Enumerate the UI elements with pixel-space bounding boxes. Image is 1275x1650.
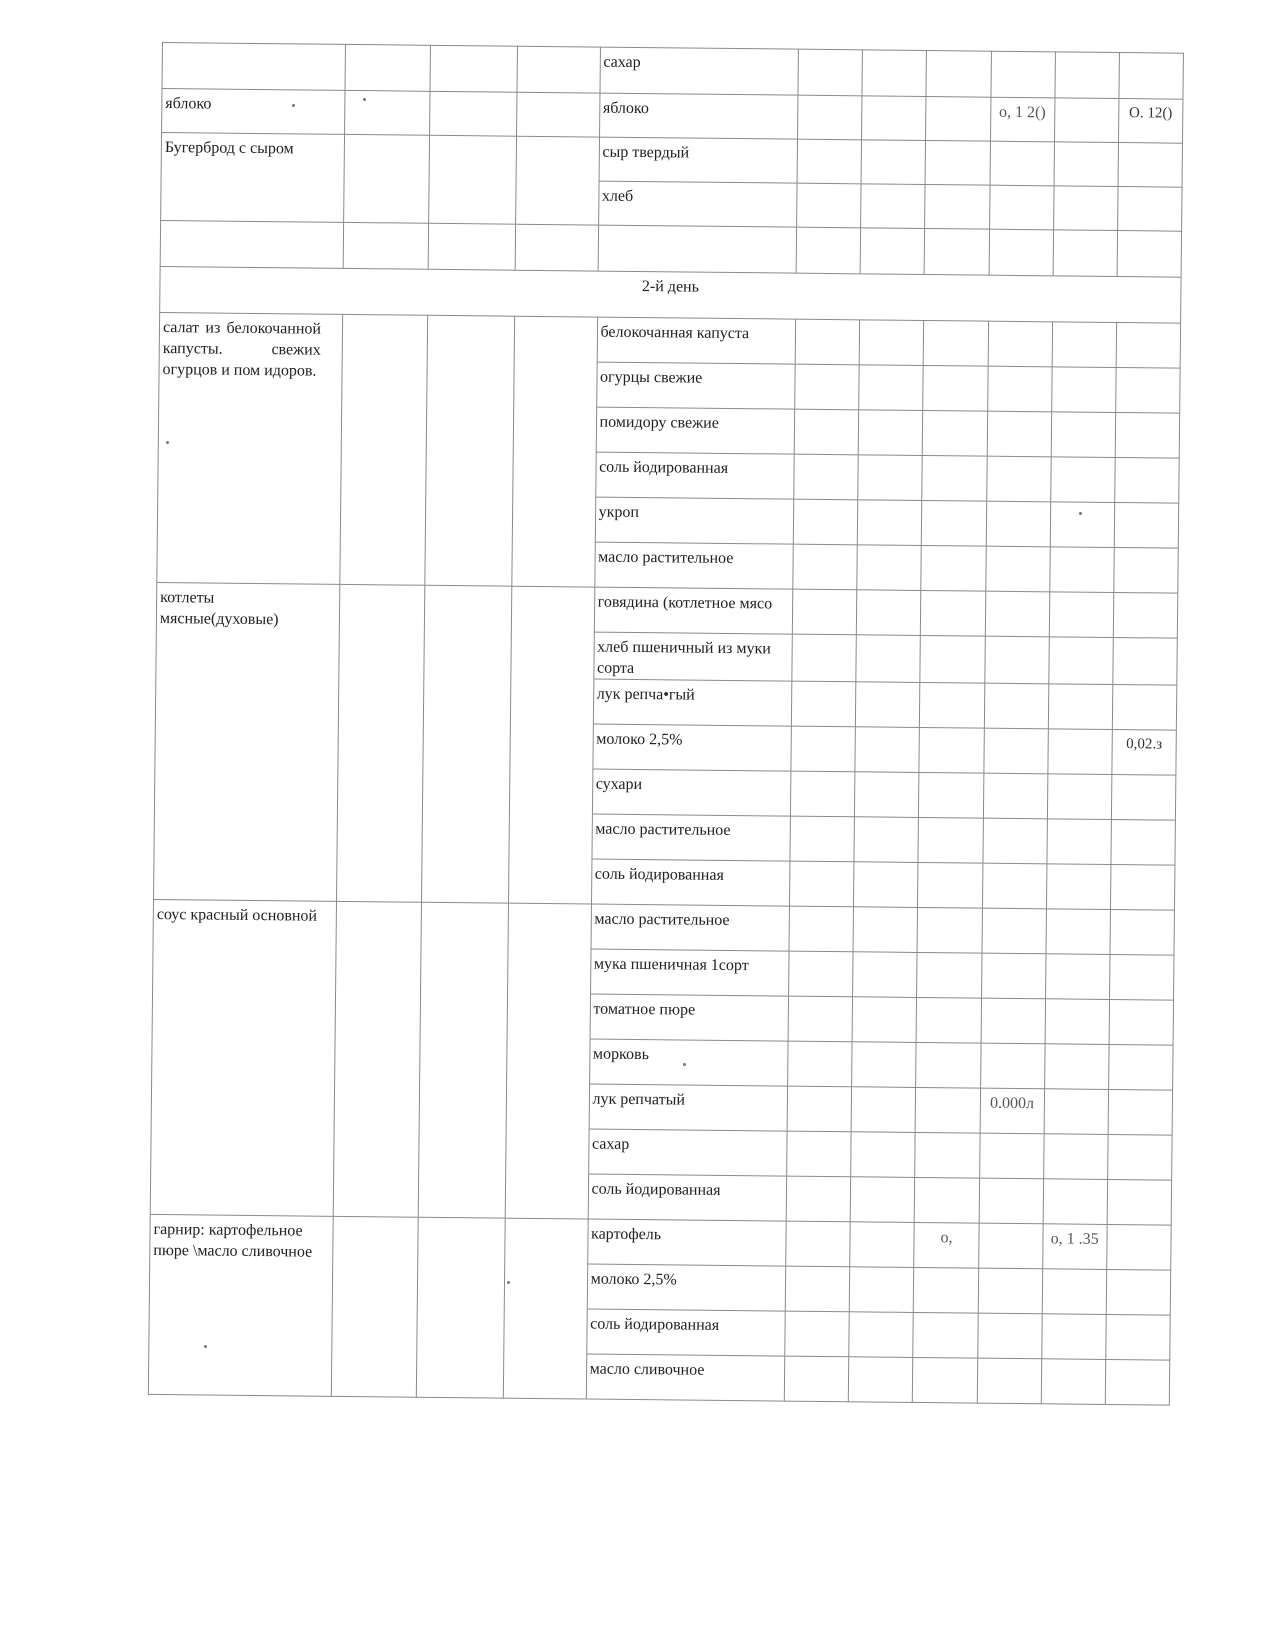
value-cell [981,998,1046,1044]
ingredient-name: молоко 2,5% [592,724,791,771]
value-cell [786,1221,851,1267]
value-cell [1109,954,1174,1000]
value-cell [980,1043,1045,1089]
ingredient-name: сахар [600,47,799,95]
value-cell [988,321,1053,367]
value-cell [858,410,923,456]
value-cell [1047,819,1112,865]
value-cell [978,1223,1043,1269]
value-cell [787,1086,852,1132]
ingredient-name: лук репча•гый [593,679,792,726]
value-cell: о, 1 .35 [1042,1224,1107,1270]
value-cell [1107,1134,1172,1180]
value-cell [986,456,1051,502]
empty-cell [517,46,600,93]
dish-name: яблоко [162,89,346,135]
value-cell: 0,02.з [1112,729,1177,775]
ingredient-name [598,225,797,273]
value-cell [1046,909,1111,955]
value-cell [789,906,854,952]
value-cell [1111,819,1176,865]
value-cell [1054,98,1119,143]
value-cell [914,1267,979,1313]
value-cell [1044,1089,1109,1135]
ingredient-name: сахар [588,1129,787,1176]
dish-name [148,1214,333,1396]
value-cell [1053,186,1118,231]
value-cell [1119,53,1184,100]
value-cell [922,500,987,546]
value-cell [856,635,921,683]
value-cell [798,49,863,96]
dish-name-text: котлеты мясные(духовые) [159,589,279,629]
empty-cell [425,315,515,586]
value-cell [788,1041,853,1087]
value-cell [913,1312,978,1358]
scan-speck [507,1281,510,1284]
value-cell [1049,547,1114,593]
empty-cell [343,222,428,269]
value-cell [979,1133,1044,1179]
empty-cell [345,90,430,135]
ingredient-name: масло растительное [594,542,793,589]
value-cell [855,727,920,773]
value-cell: о, [914,1222,979,1268]
value-cell [1115,458,1180,504]
ingredient-name: соль йодированная [586,1309,785,1356]
value-cell [1110,909,1175,955]
value-cell [852,1042,917,1088]
value-cell [918,862,983,908]
value-cell [795,319,860,365]
value-cell [978,1268,1043,1314]
value-cell [794,409,859,455]
ingredient-name: масло сливочное [586,1354,785,1401]
value-cell [1048,684,1113,730]
value-cell [923,410,988,456]
value-cell [925,229,990,276]
value-cell [1114,502,1179,548]
value-cell [920,635,985,683]
value-cell [1041,1359,1106,1405]
value-cell [793,499,858,545]
ingredient-name: яблоко [599,93,798,139]
value-cell [792,589,857,635]
ingredient-name: картофель [587,1219,786,1266]
ingredient-name: хлеб пшеничный из муки сорта [593,632,792,681]
value-cell [987,411,1052,457]
value-cell [850,1267,915,1313]
value-cell [920,682,985,728]
value-cell [788,996,853,1042]
value-cell [1113,637,1178,685]
value-cell [854,817,919,863]
value-cell [1106,1224,1171,1270]
value-cell [792,634,857,682]
value-cell [794,454,859,500]
value-cell [862,50,927,97]
value-cell [858,500,923,546]
value-cell: О. 12() [1118,99,1183,144]
value-cell [982,908,1047,954]
dish-name [150,899,336,1216]
value-cell [1043,1134,1108,1180]
value-cell [857,590,922,636]
value-cell [983,773,1048,819]
value-cell [1110,864,1175,910]
empty-cell [505,903,591,1219]
value-cell [1052,322,1117,368]
value-cell [853,907,918,953]
value-cell [985,546,1050,592]
value-cell [852,997,917,1043]
dish-name-text: гарнир: картофельное пюре \масло сливочное [153,1220,313,1261]
value-cell [982,863,1047,909]
value-cell [986,501,1051,547]
value-cell [861,184,926,229]
menu-table [148,42,1184,1406]
value-cell [859,365,924,411]
value-cell [989,229,1054,276]
value-cell [1117,187,1182,232]
ingredient-name: белокочанная капуста [597,317,796,364]
value-cell [984,683,1049,729]
value-cell [1051,367,1116,413]
table-row [161,133,1182,188]
value-cell [1107,1179,1172,1225]
value-cell [1044,1044,1109,1090]
day-header: 2-й день [160,266,1181,323]
value-cell [1050,457,1115,503]
value-cell [851,1132,916,1178]
value-cell [857,545,922,591]
value-cell [977,1313,1042,1359]
value-cell: 0.000л [980,1088,1045,1134]
empty-cell [428,223,515,270]
empty-cell [515,224,598,271]
value-cell [1047,774,1112,820]
value-cell [916,997,981,1043]
value-cell [1106,1269,1171,1315]
ingredient-name: молоко 2,5% [587,1264,786,1311]
scan-speck [683,1063,686,1066]
value-cell [1051,412,1116,458]
scan-speck [204,1345,207,1348]
value-cell [926,97,991,142]
dish-name [162,43,346,91]
value-cell [987,366,1052,412]
value-cell [797,183,862,228]
empty-cell [340,314,428,585]
value-cell [795,364,860,410]
ingredient-name: огурцы свежие [596,362,795,409]
value-cell [1109,999,1174,1045]
value-cell [979,1178,1044,1224]
ingredient-name: масло растительное [591,904,790,951]
empty-cell [429,135,517,224]
value-cell [1043,1179,1108,1225]
value-cell [861,140,926,185]
value-cell [983,728,1048,774]
ingredient-name: морковь [589,1039,788,1086]
dish-name-text: салат из белокочанной капусты. свежих огурцов и пом идоров. [162,319,322,380]
value-cell [925,185,990,230]
value-cell [923,365,988,411]
value-cell [1118,143,1183,188]
value-cell [1041,1314,1106,1360]
value-cell [1048,637,1113,685]
table-row [156,582,1177,638]
value-cell [1046,864,1111,910]
ingredient-name: укроп [595,497,794,544]
empty-cell [337,584,425,902]
value-cell [784,1356,849,1402]
value-cell [853,952,918,998]
value-cell [926,51,991,98]
value-cell [862,96,927,141]
value-cell [1108,1044,1173,1090]
value-cell [854,862,919,908]
value-cell [798,95,863,140]
value-cell [785,1311,850,1357]
value-cell [1114,547,1179,593]
value-cell [1042,1269,1107,1315]
ingredient-name: лук репчатый [589,1084,788,1131]
value-cell [1053,230,1118,277]
value-cell [919,772,984,818]
ingredient-name: мука пшеничная 1сорт [590,949,789,996]
empty-cell [516,92,599,137]
empty-cell [331,1216,418,1397]
value-cell [921,545,986,591]
table-row [153,899,1174,955]
value-cell [919,727,984,773]
value-cell [851,1087,916,1133]
ingredient-name: соль йодированная [588,1174,787,1221]
value-cell [1045,999,1110,1045]
value-cell [790,861,855,907]
empty-cell [429,91,516,136]
value-cell [787,1131,852,1177]
value-cell [916,1087,981,1133]
value-cell [856,682,921,728]
value-cell [921,590,986,636]
value-cell [915,1177,980,1223]
value-cell [1105,1359,1170,1405]
value-cell [925,141,990,186]
value-cell [916,1042,981,1088]
value-cell [1112,684,1177,730]
value-cell [989,185,1054,230]
dish-name: Бугерброд с сыром [161,133,345,223]
ingredient-name: томатное пюре [590,994,789,1041]
dish-name [154,582,340,901]
value-cell [792,681,857,727]
empty-cell [345,44,430,91]
value-cell [1054,142,1119,187]
dish-name-text: соус красный основной [156,905,318,925]
value-cell [796,227,861,274]
value-cell [1117,231,1182,278]
value-cell [1115,413,1180,459]
value-cell: о, 1 2() [990,97,1055,142]
value-cell [849,1357,914,1403]
value-cell [977,1358,1042,1404]
value-cell [924,320,989,366]
empty-cell [503,1218,588,1399]
ingredient-name: помидору свежие [596,407,795,454]
value-cell [797,139,862,184]
value-cell [922,455,987,501]
value-cell [789,951,854,997]
value-cell [917,952,982,998]
empty-cell [508,586,594,904]
value-cell [855,772,920,818]
value-cell [790,816,855,862]
scan-speck [292,104,295,107]
value-cell [859,320,924,366]
value-cell [1108,1089,1173,1135]
value-cell [984,636,1049,684]
ingredient-name: масло растительное [592,814,791,861]
value-cell [985,591,1050,637]
value-cell [1116,323,1181,369]
scan-speck [166,441,169,444]
dish-name [157,312,343,584]
value-cell [982,818,1047,864]
value-cell [1049,592,1114,638]
dish-name [160,220,344,268]
value-cell [849,1312,914,1358]
table-row [159,312,1180,368]
value-cell [1048,729,1113,775]
ingredient-name: хлеб [598,181,797,227]
empty-cell [421,585,511,903]
value-cell [1111,774,1176,820]
scan-speck [363,98,366,101]
value-cell [1055,52,1120,99]
ingredient-name: соль йодированная [595,452,794,499]
value-cell [791,771,856,817]
empty-cell [515,136,599,225]
value-cell [793,544,858,590]
value-cell [858,455,923,501]
value-cell [850,1222,915,1268]
empty-cell [418,902,508,1218]
value-cell [918,817,983,863]
scan-speck [1079,512,1082,515]
table-row [150,1214,1171,1270]
empty-cell [344,134,430,223]
value-cell [791,726,856,772]
value-cell [1050,502,1115,548]
empty-cell [430,45,517,92]
value-cell [915,1132,980,1178]
value-cell [1113,592,1178,638]
value-cell [981,953,1046,999]
ingredient-name: сыр твердый [599,137,798,183]
empty-cell [333,901,421,1217]
value-cell [990,51,1055,98]
value-cell [913,1357,978,1403]
value-cell [1106,1314,1171,1360]
ingredient-name: сухари [592,769,791,816]
value-cell [1115,368,1180,414]
value-cell [990,141,1055,186]
ingredient-name: соль йодированная [591,859,790,906]
empty-cell [512,316,598,587]
value-cell [785,1266,850,1312]
value-cell [860,228,925,275]
ingredient-name: говядина (котлетное мясо [594,587,793,634]
value-cell [1045,954,1110,1000]
value-cell [850,1177,915,1223]
value-cell [786,1176,851,1222]
value-cell [917,907,982,953]
empty-cell [416,1217,505,1398]
